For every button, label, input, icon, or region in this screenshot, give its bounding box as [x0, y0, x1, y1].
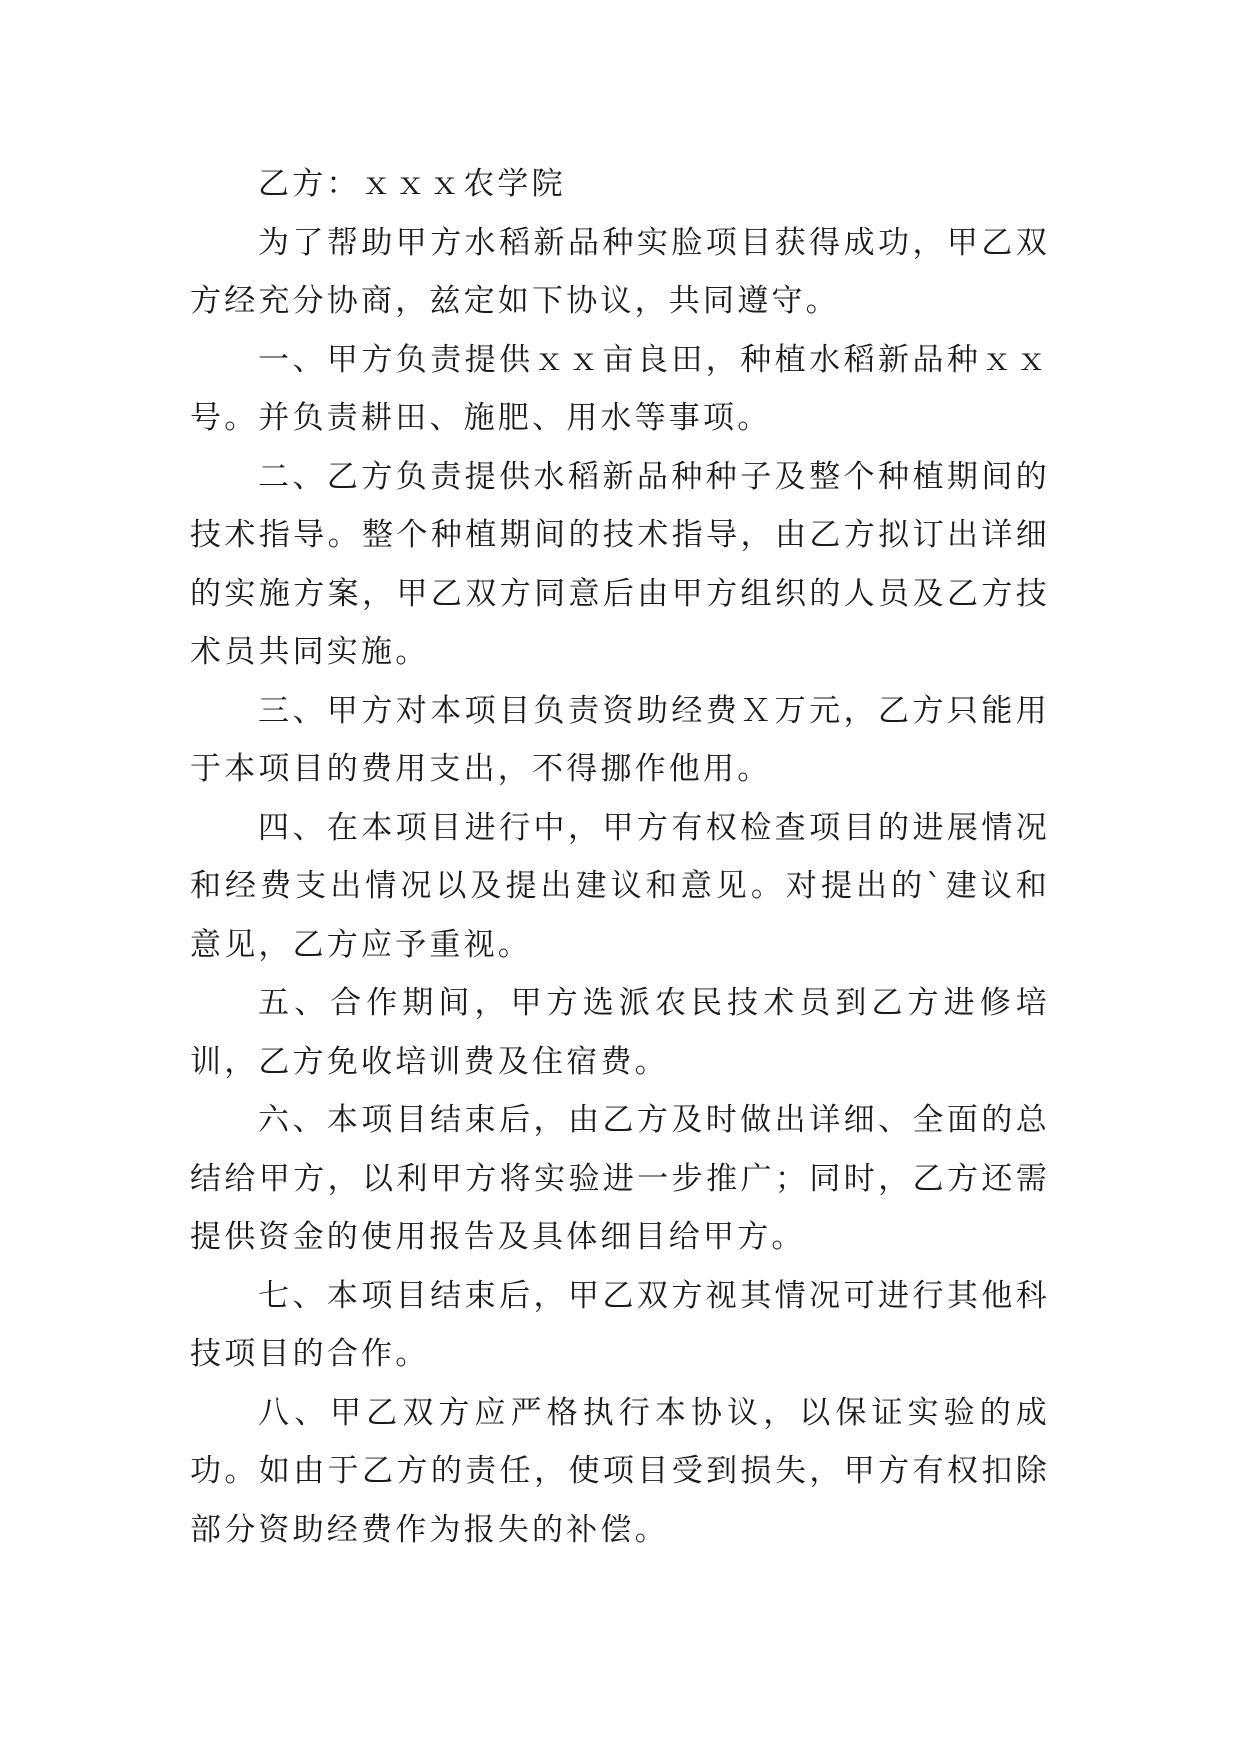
- clause-3-paragraph: 三、甲方对本项目负责资助经费Ｘ万元，乙方只能用于本项目的费用支出，不得挪作他用。: [190, 692, 1050, 787]
- party-b-line: 乙方：ｘｘｘ农学院: [258, 166, 566, 202]
- clause-8-paragraph: 八、甲乙双方应严格执行本协议，以保证实验的成功。如由于乙方的责任，使项目受到损失，甲方有权扣除部分资助经费作为报失的补偿。: [190, 1394, 1050, 1548]
- clause-5-paragraph: 五、合作期间，甲方选派农民技术员到乙方进修培训，乙方免收培训费及住宿费。: [190, 985, 1050, 1080]
- clause-6-paragraph: 六、本项目结束后，由乙方及时做出详细、全面的总结给甲方，以利甲方将实验进一步推广；同时，乙方还需提供资金的使用报告及具体细目给甲方。: [190, 1102, 1050, 1255]
- clause-1-paragraph: 一、甲方负责提供ｘｘ亩良田，种植水稻新品种ｘｘ号。并负责耕田、施肥、用水等事项。: [190, 341, 1050, 436]
- clause-7-paragraph: 七、本项目结束后，甲乙双方视其情况可进行其他科技项目的合作。: [190, 1277, 1050, 1372]
- clause-4-paragraph: 四、在本项目进行中，甲方有权检查项目的进展情况和经费支出情况以及提出建议和意见。对提出的`建议和意见，乙方应予重视。: [190, 809, 1050, 963]
- document-body: [190, 155, 1050, 1559]
- clause-2-paragraph: 二、乙方负责提供水稻新品种种子及整个种植期间的技术指导。整个种植期间的技术指导，由乙方拟订出详细的实施方案，甲乙双方同意后由甲方组织的人员及乙方技术员共同实施。: [190, 458, 1050, 670]
- preamble-paragraph: 为了帮助甲方水稻新品种实脸项目获得成功，甲乙双方经充分协商，兹定如下协议，共同遵守。: [190, 224, 1050, 319]
